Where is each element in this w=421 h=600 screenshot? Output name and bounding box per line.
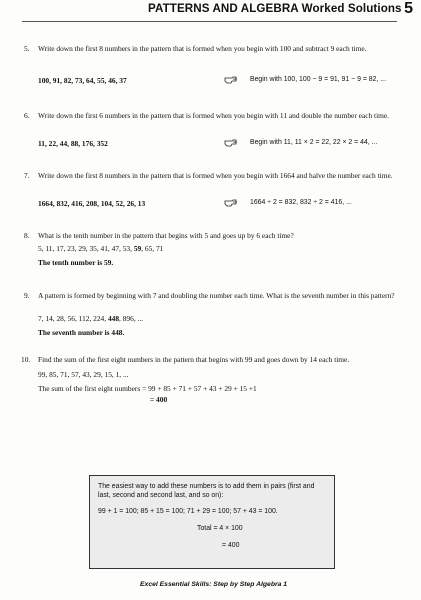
sequence — [38, 314, 143, 323]
question-number: 8. — [24, 231, 30, 240]
pointing-hand-icon — [224, 76, 238, 84]
question-text: Write down the first 8 numbers in the pattern that is formed when you begin with 100 and subtract 9 each time. — [38, 44, 367, 53]
box-line-2: last, second and second last, and so on): — [98, 492, 224, 499]
sequence-end: , 896, ... — [119, 314, 144, 323]
chapter-number: 5 — [404, 0, 413, 17]
box-line-5: = 400 — [222, 542, 240, 549]
box-line-4: Total = 4 × 100 — [197, 525, 243, 532]
answer: 11, 22, 44, 88, 176, 352 — [38, 139, 108, 148]
sequence-start: 7, 14, 28, 56, 112, 224, — [38, 314, 108, 323]
footer-text: Excel Essential Skills: Step by Step Algebra 1 — [140, 581, 288, 588]
sequence: 99, 85, 71, 57, 43, 29, 15, 1, ... — [38, 370, 129, 379]
question-text: Write down the first 6 numbers in the pattern that is formed when you begin with 11 and double the number each time. — [38, 111, 390, 120]
sum-result: = 400 — [150, 395, 168, 404]
question-text: What is the tenth number in the pattern that begins with 5 and goes up by 6 each time? — [38, 231, 294, 240]
sequence — [38, 244, 163, 253]
sum-line: The sum of the first eight numbers = 99 + 85 + 71 + 57 + 43 + 29 + 15 +1 — [38, 384, 257, 393]
box-line-1: The easiest way to add these numbers is to add them in pairs (first and — [98, 483, 315, 490]
question-text: A pattern is formed by beginning with 7 and doubling the number each time. What is the seventh number in this pattern? — [38, 291, 395, 300]
hint-text: Begin with 11, 11 × 2 = 22, 22 × 2 = 44, ... — [250, 139, 378, 146]
question-text: Find the sum of the first eight numbers in the pattern that begins with 99 and goes down by 14 each time. — [38, 355, 350, 364]
hint-text: 1664 ÷ 2 = 832, 832 ÷ 2 = 416, ... — [250, 199, 352, 206]
header-divider — [22, 21, 397, 22]
answer: The tenth number is 59. — [38, 258, 114, 267]
sequence-end: , 65, 71 — [141, 244, 164, 253]
sequence-start: 5, 11, 17, 23, 29, 35, 41, 47, 53, — [38, 244, 134, 253]
page-title: PATTERNS AND ALGEBRA Worked Solutions — [148, 2, 402, 15]
pointing-hand-icon — [224, 199, 238, 207]
question-number: 7. — [24, 171, 30, 180]
question-number: 10. — [21, 355, 31, 364]
pointing-hand-icon — [224, 139, 238, 147]
sequence-highlight: 448 — [107, 314, 120, 323]
answer: The seventh number is 448. — [38, 328, 125, 337]
answer: 1664, 832, 416, 208, 104, 52, 26, 13 — [38, 199, 146, 208]
question-number: 5. — [24, 44, 30, 53]
explanation-box — [89, 475, 335, 569]
sequence-highlight: 59 — [133, 244, 142, 253]
hint-text: Begin with 100, 100 − 9 = 91, 91 − 9 = 82, ... — [250, 76, 386, 83]
answer: 100, 91, 82, 73, 64, 55, 46, 37 — [38, 76, 127, 85]
question-number: 6. — [24, 111, 30, 120]
question-text: Write down the first 8 numbers in the pattern that is formed when you begin with 1664 and halve the number each time. — [38, 171, 393, 180]
question-number: 9. — [24, 291, 30, 300]
box-line-3: 99 + 1 = 100; 85 + 15 = 100; 71 + 29 = 100; 57 + 43 = 100. — [98, 508, 278, 515]
